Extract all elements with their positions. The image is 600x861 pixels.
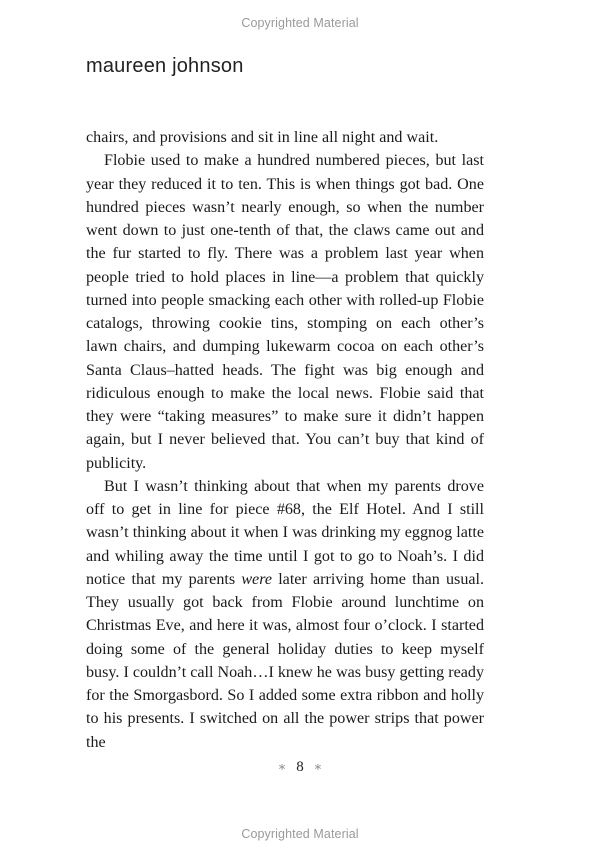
running-head-author: maureen johnson: [86, 55, 244, 77]
text-line: year they reduced it to ten. This is when things got bad. One: [86, 175, 484, 193]
text-line: Flobie used to make a hundred numbered pieces, but last: [104, 152, 484, 170]
text-line: I couldn’t call Noah…I knew he was busy getting ready for: [86, 663, 484, 704]
paragraph: [86, 149, 484, 475]
watermark-bottom: Copyrighted Material: [241, 827, 359, 841]
text-line: catalogs, throwing cookie tins, stomping on each other’s lawn: [86, 315, 484, 356]
paragraph: [86, 126, 484, 149]
text-line: off to get in line for piece #68, the Elf Hotel. And I still: [86, 501, 484, 518]
text-line: chairs, and dumping lukewarm cocoa on each other’s Santa: [86, 338, 484, 379]
watermark-top: Copyrighted Material: [241, 16, 359, 30]
text-line: the fur started to fly. There was a problem last year when: [86, 245, 484, 263]
text-line: and whiling away the time until I got to go to Noah’s. I did: [86, 547, 484, 565]
page-number: 8: [296, 759, 304, 775]
text-line: people tried to hold places in line—a problem that quickly: [86, 268, 484, 286]
text-line: wasn’t thinking about it when I was drinking my eggnog latte: [86, 524, 484, 542]
page-folio: [0, 759, 600, 776]
text-line: Claus–hatted heads. The fight was big enough and ridiculous: [86, 361, 484, 402]
text-line: doing some of the general holiday duties to keep myself busy.: [86, 640, 484, 681]
text-line: But I wasn’t thinking about that when my parents drove: [104, 477, 484, 495]
text-line: Christmas Eve, and here it was, almost four o’clock. I started: [86, 617, 484, 635]
text-line: hundred pieces wasn’t nearly enough, so when the number: [86, 198, 484, 216]
paragraph: [86, 475, 484, 754]
text-line: “taking measures” to make sure it didn’t happen again, but I: [86, 408, 484, 449]
text-line: the Smorgasbord. So I added some extra ribbon and holly to: [86, 687, 484, 728]
text-line: They usually got back from Flobie around lunchtime on: [86, 594, 484, 611]
ornament-star-icon: ∗: [313, 759, 323, 774]
text-line: chairs, and provisions and sit in line all night and wait.: [86, 129, 439, 146]
ornament-star-icon: ∗: [277, 759, 287, 774]
text-line: never believed that. You can’t buy that kind of publicity.: [86, 431, 484, 472]
text-line: went down to just one-tenth of that, the claws came out and: [86, 222, 484, 239]
text-line: turned into people smacking each other with rolled-up Flobie: [86, 291, 484, 309]
text-line: his presents. I switched on all the power strips that power the: [86, 710, 484, 751]
text-line: enough to make the local news. Flobie said that they were: [86, 384, 484, 425]
body-text: [86, 126, 484, 754]
text-line: notice that my parents were later arriving home than usual.: [86, 570, 485, 588]
